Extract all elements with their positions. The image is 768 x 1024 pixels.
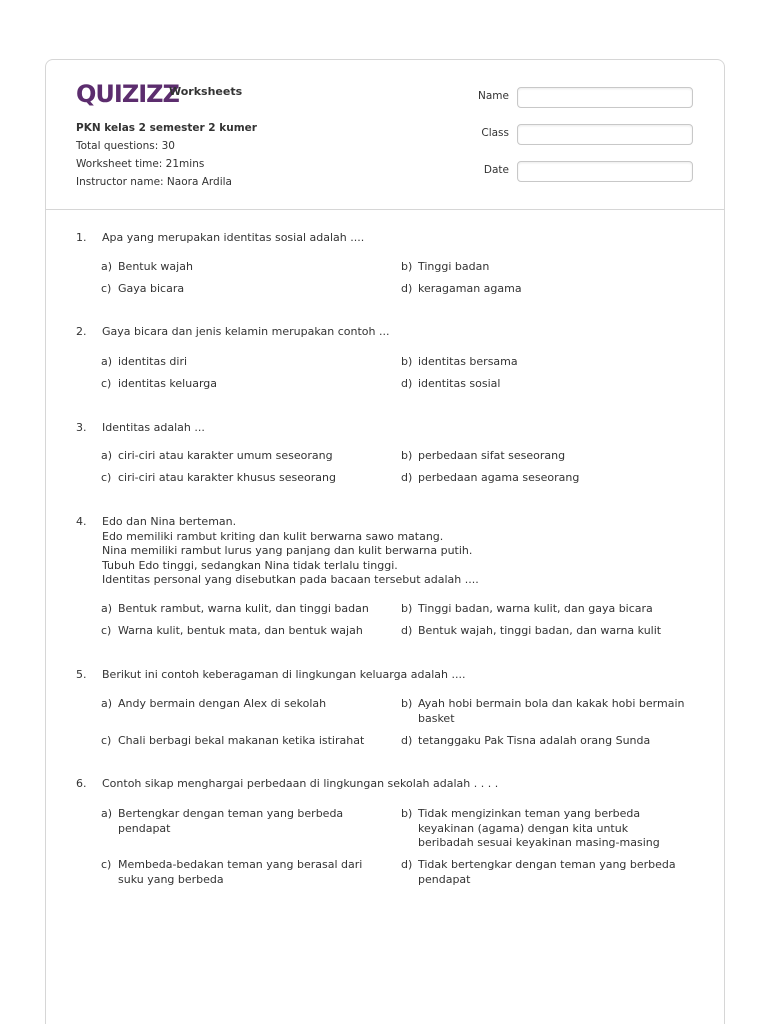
option-key: d) <box>401 377 413 390</box>
option-text: identitas bersama <box>418 355 518 368</box>
date-label: Date <box>483 164 509 176</box>
worksheet-title: PKN kelas 2 semester 2 kumer <box>76 122 257 134</box>
option-key: c) <box>101 858 112 871</box>
option-text: ciri-ciri atau karakter umum seseorang <box>118 449 333 462</box>
option-text: Tinggi badan, warna kulit, dan gaya bicara <box>418 602 653 615</box>
question-text: Identitas adalah ... <box>102 421 205 434</box>
option-text: identitas diri <box>118 355 188 368</box>
option-key: b) <box>401 449 413 462</box>
option-text: identitas keluarga <box>118 377 217 390</box>
option-text: Warna kulit, bentuk mata, dan bentuk wajah <box>118 624 363 637</box>
total-questions: Total questions: 30 <box>76 140 175 152</box>
question-text: Gaya bicara dan jenis kelamin merupakan contoh ... <box>102 325 390 338</box>
class-label: Class <box>481 127 509 139</box>
question-text: Edo dan Nina berteman. Edo memiliki rambut kriting dan kulit berwarna sawo matang. Nina memiliki rambut lurus yang panjang dan kulit berwarna putih. Tubuh Edo tinggi, sedangkan Nina tidak terlalu tinggi. Identitas personal yang disebutkan pada bacaan tersebut adalah .... <box>102 515 479 586</box>
option-key: a) <box>101 449 113 462</box>
option-text: identitas sosial <box>418 377 501 390</box>
option-text: keragaman agama <box>418 282 522 295</box>
option-key: a) <box>101 807 113 820</box>
option-key: d) <box>401 734 413 747</box>
option-text: Tidak mengizinkan teman yang berbeda keyakinan (agama) dengan kita untuk beribadah sesuai keyakinan masing-masing <box>418 807 660 849</box>
worksheet-page <box>45 59 725 1024</box>
option-text: perbedaan agama seseorang <box>418 471 580 484</box>
option-text: ciri-ciri atau karakter khusus seseorang <box>118 471 336 484</box>
logo-subtitle: Worksheets <box>169 85 243 98</box>
worksheet-meta <box>76 119 257 191</box>
option-text: Tidak bertengkar dengan teman yang berbeda pendapat <box>418 858 676 886</box>
option-key: c) <box>101 282 112 295</box>
option-key: b) <box>401 602 413 615</box>
option-key: c) <box>101 734 112 747</box>
question-text: Apa yang merupakan identitas sosial adalah .... <box>102 231 365 244</box>
option-text: Andy bermain dengan Alex di sekolah <box>118 697 327 710</box>
option-key: a) <box>101 355 113 368</box>
option-text: tetanggaku Pak Tisna adalah orang Sunda <box>418 734 651 747</box>
date-field[interactable] <box>517 161 693 182</box>
option-key: c) <box>101 471 112 484</box>
option-key: d) <box>401 624 413 637</box>
worksheet-header <box>46 60 724 210</box>
worksheet-time: Worksheet time: 21mins <box>76 158 205 170</box>
instructor-name: Instructor name: Naora Ardila <box>76 176 232 188</box>
option-text: Gaya bicara <box>118 282 185 295</box>
question-number: 4. <box>76 515 87 528</box>
option-key: b) <box>401 697 413 710</box>
question-number: 2. <box>76 325 87 338</box>
option-key: a) <box>101 260 113 273</box>
question-number: 5. <box>76 668 87 681</box>
name-label: Name <box>478 90 509 102</box>
question-text: Berikut ini contoh keberagaman di lingkungan keluarga adalah .... <box>102 668 466 681</box>
option-text: perbedaan sifat seseorang <box>418 449 566 462</box>
question-number: 3. <box>76 421 87 434</box>
quizizz-logo: QUIZIZZ <box>76 80 179 108</box>
question-text: Contoh sikap menghargai perbedaan di lingkungan sekolah adalah . . . . <box>102 777 499 790</box>
option-key: d) <box>401 858 413 871</box>
option-text: Bentuk wajah, tinggi badan, dan warna kulit <box>418 624 662 637</box>
option-key: c) <box>101 377 112 390</box>
option-key: a) <box>101 697 113 710</box>
option-key: d) <box>401 471 413 484</box>
option-text: Membeda-bedakan teman yang berasal dari suku yang berbeda <box>118 858 363 886</box>
option-text: Chali berbagi bekal makanan ketika istirahat <box>118 734 365 747</box>
question-number: 6. <box>76 777 87 790</box>
option-key: b) <box>401 355 413 368</box>
option-text: Ayah hobi bermain bola dan kakak hobi bermain basket <box>418 697 685 725</box>
option-text: Bertengkar dengan teman yang berbeda pendapat <box>118 807 344 835</box>
option-text: Tinggi badan <box>418 260 490 273</box>
option-text: Bentuk rambut, warna kulit, dan tinggi badan <box>118 602 369 615</box>
option-text: Bentuk wajah <box>118 260 193 273</box>
option-key: b) <box>401 260 413 273</box>
name-field[interactable] <box>517 87 693 108</box>
class-field[interactable] <box>517 124 693 145</box>
option-key: a) <box>101 602 113 615</box>
question-number: 1. <box>76 231 87 244</box>
option-key: c) <box>101 624 112 637</box>
option-key: b) <box>401 807 413 820</box>
option-key: d) <box>401 282 413 295</box>
